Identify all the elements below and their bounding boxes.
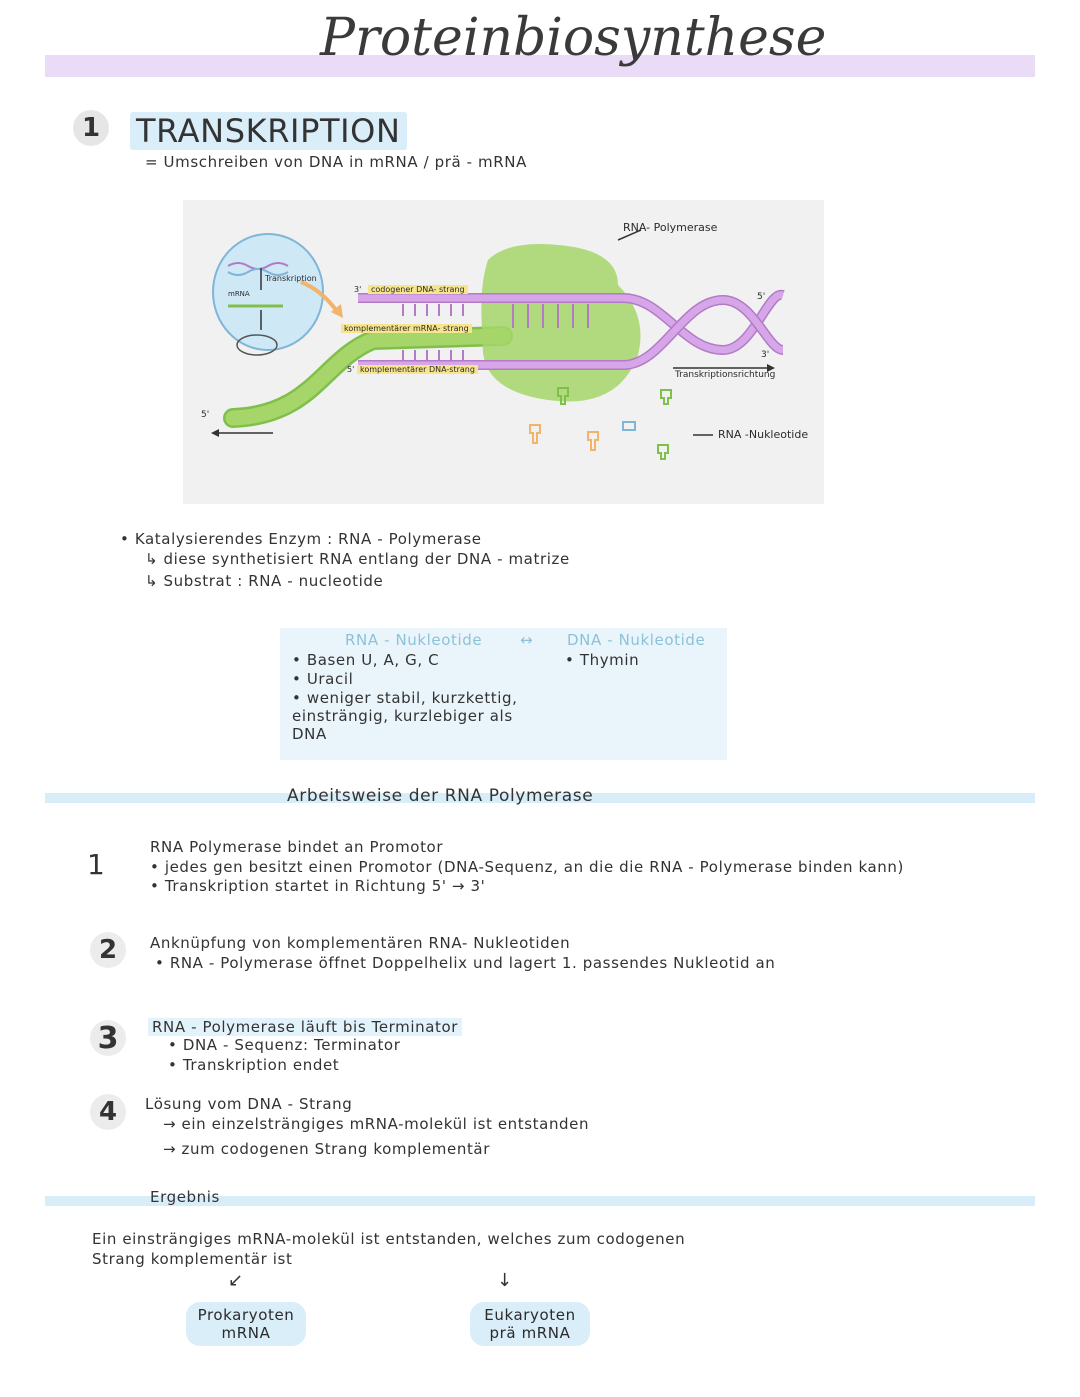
- step-2-line-1: • RNA - Polymerase öffnet Doppelhelix und lagert 1. passendes Nukleotid an: [155, 954, 776, 972]
- rna-item-1-text: Basen U, A, G, C: [306, 651, 440, 669]
- arbeitsweise-heading: Arbeitsweise der RNA Polymerase: [287, 786, 594, 806]
- transcription-diagram: [183, 200, 824, 504]
- enzyme-line-1: • Katalysierendes Enzym : RNA - Polymerase: [120, 530, 482, 548]
- step-4-line-1: → ein einzelsträngiges mRNA-molekül ist entstanden: [163, 1115, 590, 1133]
- section-number: 1: [73, 110, 109, 146]
- step-3-line-1: • DNA - Sequenz: Terminator: [168, 1036, 401, 1054]
- rna-item-3: • weniger stabil, kurzkettig, einsträngig, kurzlebiger als DNA: [292, 689, 518, 743]
- ergebnis-heading: Ergebnis: [150, 1188, 220, 1206]
- rna-polymerase-shape: [481, 244, 640, 402]
- arrow-right: ↓: [497, 1270, 513, 1291]
- arrow-left: ↙: [228, 1270, 244, 1291]
- prime-5-label: 5': [347, 365, 355, 374]
- step-1-line-1: • jedes gen besitzt einen Promotor (DNA-Sequenz, an die die RNA - Polymerase binden kann): [150, 858, 904, 876]
- komplementaer-dna-label: komplementärer DNA-strang: [357, 365, 478, 374]
- dna-item-1-text: Thymin: [579, 651, 640, 669]
- prokaryoten-mrna-text: mRNA: [221, 1324, 271, 1342]
- page-title: Proteinbiosynthese: [320, 8, 827, 68]
- prokaryoten-label: [186, 1302, 306, 1346]
- comparison-arrow: ↔: [520, 631, 534, 649]
- rna-item-3-text: weniger stabil, kurzkettig, einsträngig, kurzlebiger als DNA: [292, 689, 518, 743]
- step-2-line-1-text: RNA - Polymerase öffnet Doppelhelix und lagert 1. passendes Nukleotid an: [169, 954, 776, 972]
- step-2-number: 2: [90, 932, 126, 968]
- transkriptionsrichtung-label: Transkriptionsrichtung: [675, 370, 776, 380]
- rna-item-1: • Basen U, A, G, C: [292, 651, 440, 669]
- prime-5-left-label: 5': [201, 410, 210, 420]
- prime-5-right-label: 5': [757, 292, 766, 302]
- transcription-illustration: [183, 200, 824, 504]
- enzyme-line-1-text: Katalysierendes Enzym : RNA - Polymerase: [134, 530, 482, 548]
- nucleotide-comparison: [280, 628, 727, 760]
- rna-item-2: • Uracil: [292, 670, 354, 688]
- step-3-head: RNA - Polymerase läuft bis Terminator: [148, 1018, 462, 1036]
- prime-3-right-label: 3': [761, 350, 770, 360]
- step-1-number: 1: [87, 848, 105, 881]
- step-1-line-1-text: jedes gen besitzt einen Promotor (DNA-Sequenz, an die die RNA - Polymerase binden kann): [164, 858, 904, 876]
- enzyme-line-2: ↳ diese synthetisiert RNA entlang der DNA - matrize: [145, 550, 570, 568]
- komplementaer-mrna-label: komplementärer mRNA- strang: [341, 324, 472, 333]
- rna-item-2-text: Uracil: [306, 670, 354, 688]
- step-4-head: Lösung vom DNA - Strang: [145, 1095, 353, 1113]
- step-3-line-1-text: DNA - Sequenz: Terminator: [182, 1036, 401, 1054]
- eukaryoten-label: [470, 1302, 590, 1346]
- step-4-number: 4: [90, 1094, 126, 1130]
- section-title: TRANSKRIPTION: [130, 112, 407, 150]
- prime-3-label: 3': [354, 285, 362, 294]
- transkription-label: Transkription: [265, 274, 317, 283]
- rna-nukleotide-label: RNA -Nukleotide: [718, 428, 809, 441]
- dna-item-1: • Thymin: [565, 651, 640, 669]
- step-1-line-2-text: Transkription startet in Richtung 5' → 3': [164, 877, 486, 895]
- step-2-head: Anknüpfung von komplementären RNA- Nukleotiden: [150, 934, 571, 952]
- rna-nukleotide-head: RNA - Nukleotide: [345, 631, 483, 649]
- ergebnis-line-1: Ein einsträngiges mRNA-molekül ist entstanden, welches zum codogenen: [92, 1230, 686, 1248]
- codogener-label: codogener DNA- strang: [368, 285, 468, 294]
- step-3-line-2: • Transkription endet: [168, 1056, 340, 1074]
- mrna-label: mRNA: [228, 290, 250, 298]
- enzyme-line-3: ↳ Substrat : RNA - nucleotide: [145, 572, 384, 590]
- step-3-line-2-text: Transkription endet: [182, 1056, 340, 1074]
- step-4-line-2: → zum codogenen Strang komplementär: [163, 1140, 490, 1158]
- rna-polymerase-label: RNA- Polymerase: [623, 221, 718, 234]
- ergebnis-line-2: Strang komplementär ist: [92, 1250, 293, 1268]
- eukaryoten-text: Eukaryoten: [484, 1306, 576, 1324]
- step-1-line-2: • Transkription startet in Richtung 5' → 3': [150, 877, 486, 895]
- step-3-number: 3: [90, 1020, 126, 1056]
- section-subtitle: = Umschreiben von DNA in mRNA / prä - mRNA: [145, 153, 527, 171]
- dna-nukleotide-head: DNA - Nukleotide: [567, 631, 706, 649]
- eukaryoten-prae-mrna-text: prä mRNA: [489, 1324, 571, 1342]
- step-1-head: RNA Polymerase bindet an Promotor: [150, 838, 444, 856]
- prokaryoten-text: Prokaryoten: [197, 1306, 295, 1324]
